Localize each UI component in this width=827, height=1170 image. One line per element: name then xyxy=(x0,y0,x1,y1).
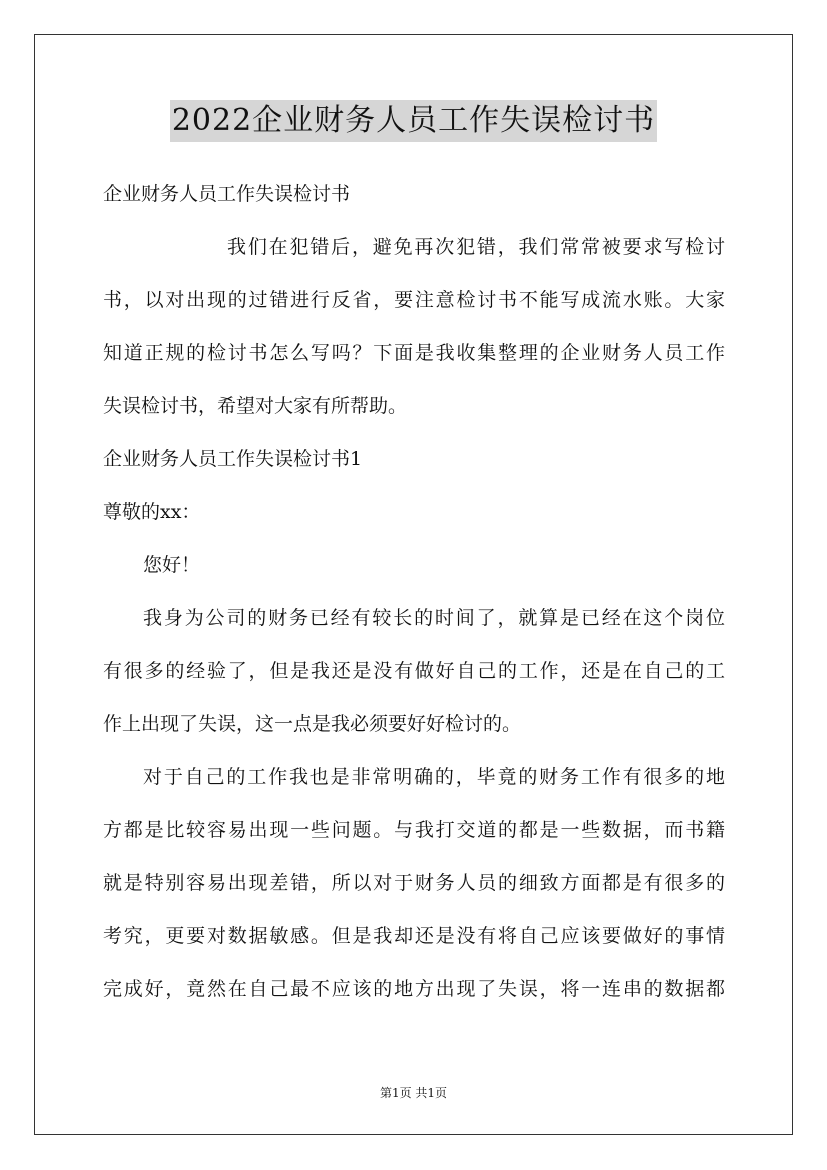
greeting: 您好！ xyxy=(143,554,201,576)
subtitle-line: 企业财务人员工作失误检讨书 xyxy=(103,183,351,205)
intro-line-2: 书，以对出现的过错进行反省，要注意检讨书不能写成流水账。大家 xyxy=(103,289,725,311)
section-heading: 企业财务人员工作失误检讨书1 xyxy=(103,448,363,470)
document-title: 2022企业财务人员工作失误检讨书 xyxy=(170,100,657,142)
intro-line-4: 失误检讨书，希望对大家有所帮助。 xyxy=(103,395,408,417)
para2-line-1: 对于自己的工作我也是非常明确的，毕竟的财务工作有很多的地 xyxy=(143,766,725,788)
para1-line-3: 作上出现了失误，这一点是我必须要好好检讨的。 xyxy=(103,713,522,735)
title-wrap xyxy=(0,100,827,142)
para2-line-4: 考究，更要对数据敏感。但是我却还是没有将自己应该要做好的事情 xyxy=(103,925,725,947)
para1-line-2: 有很多的经验了，但是我还是没有做好自己的工作，还是在自己的工 xyxy=(103,660,725,682)
para1-line-1: 我身为公司的财务已经有较长的时间了，就算是已经在这个岗位 xyxy=(143,607,725,629)
salutation: 尊敬的xx： xyxy=(103,501,201,523)
para2-line-3: 就是特别容易出现差错，所以对于财务人员的细致方面都是有很多的 xyxy=(103,872,725,894)
para2-line-5: 完成好，竟然在自己最不应该的地方出现了失误，将一连串的数据都 xyxy=(103,978,725,1000)
intro-line-3: 知道正规的检讨书怎么写吗？下面是我收集整理的企业财务人员工作 xyxy=(103,342,725,364)
page-footer: 第1页 共1页 xyxy=(379,1086,448,1100)
para2-line-2: 方都是比较容易出现一些问题。与我打交道的都是一些数据，而书籍 xyxy=(103,819,725,841)
document-body xyxy=(103,168,725,1016)
intro-line-1: 我们在犯错后，避免再次犯错，我们常常被要求写检讨 xyxy=(227,236,725,258)
